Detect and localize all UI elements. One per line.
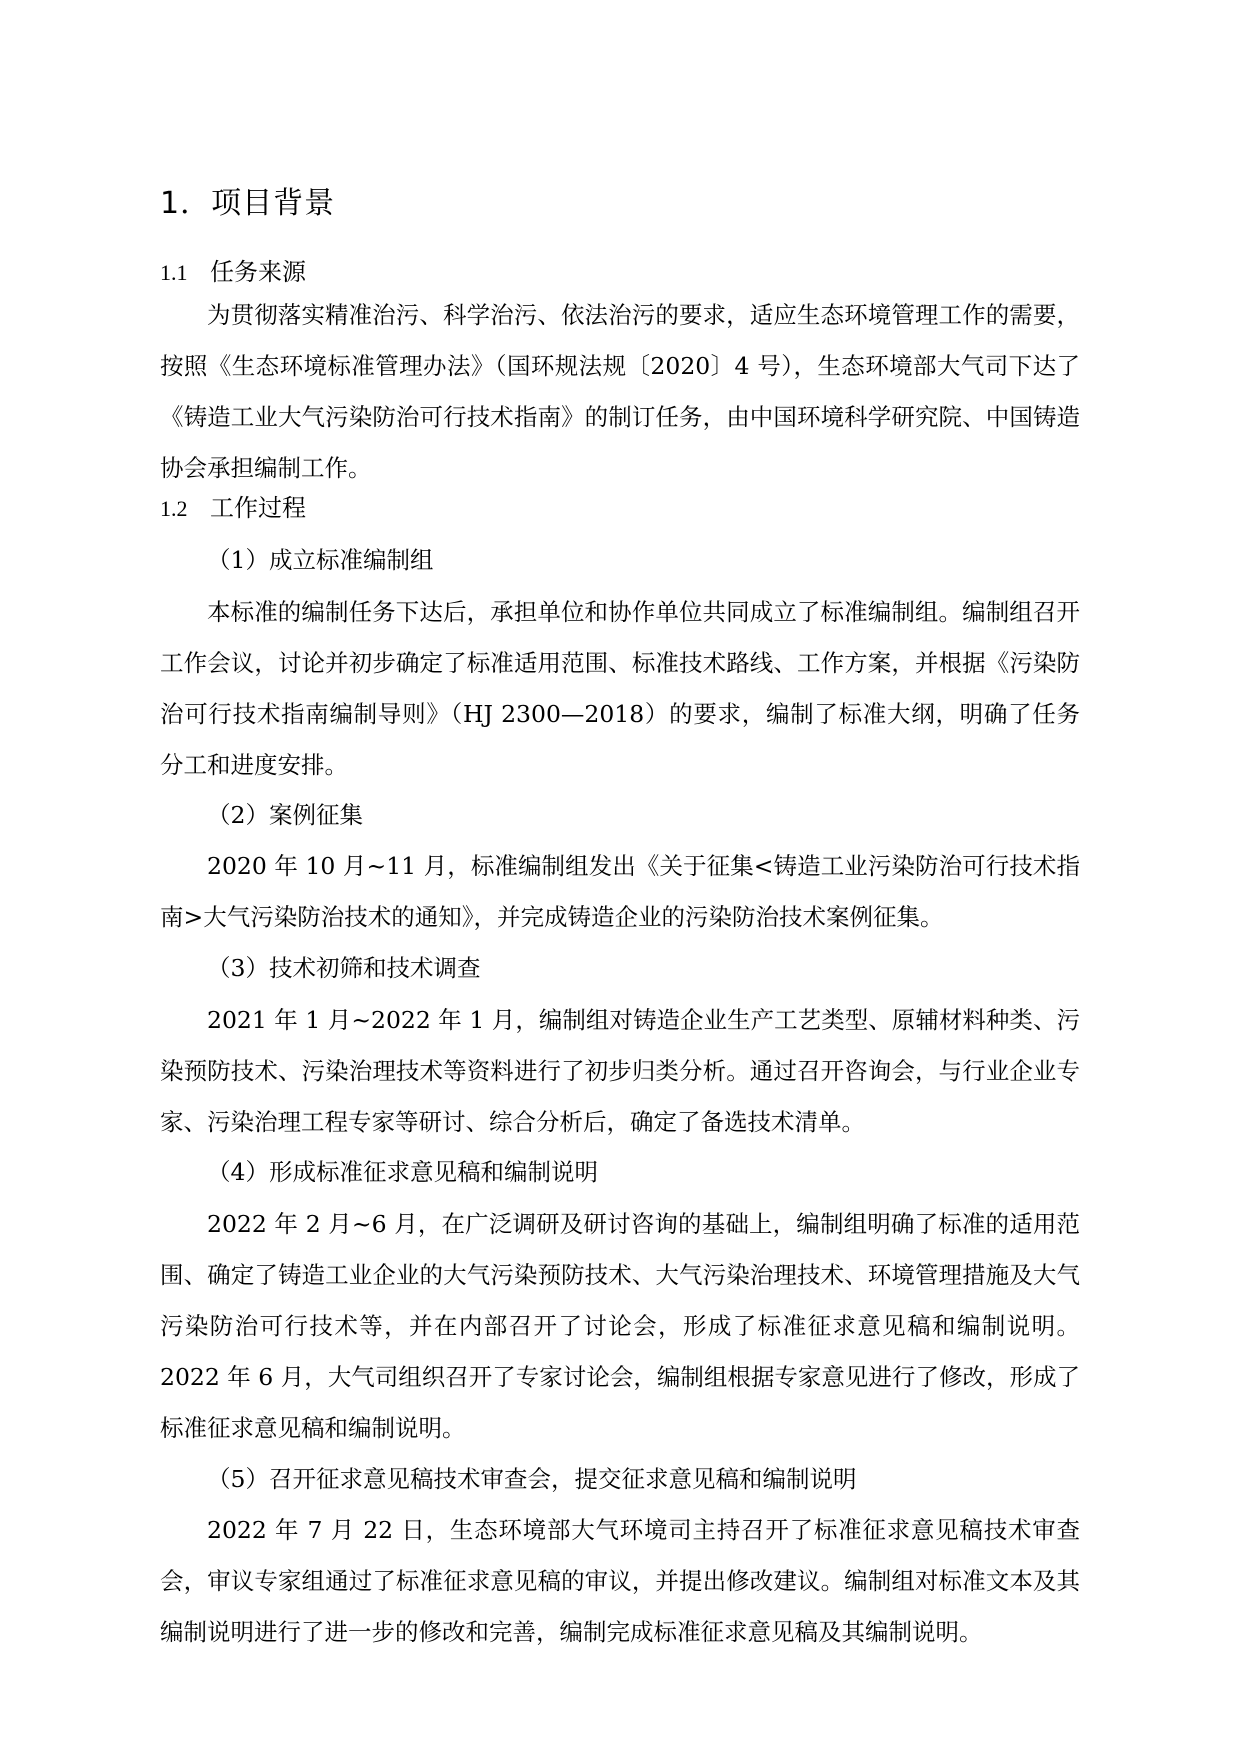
item-paragraph: 本标准的编制任务下达后，承担单位和协作单位共同成立了标准编制组。编制组召开工作会议，讨论并初步确定了标准适用范围、标准技术路线、工作方案，并根据《污染防治可行技术指南编制导则》（HJ 2300—2018）的要求，编制了标准大纲，明确了任务分工和进度安排。 [160, 598, 1080, 779]
subsection-heading-1-2 [160, 488, 306, 523]
section-heading: 1．项目背景 [160, 186, 336, 221]
subsection-number: 1.2 [160, 496, 188, 521]
subsection-number: 1.1 [160, 260, 188, 285]
paragraph-task-source: 为贯彻落实精准治污、科学治污、依法治污的要求，适应生态环境管理工作的需要，按照《生态环境标准管理办法》（国环规法规〔2020〕4 号），生态环境部大气司下达了《铸造工业大气污染防治可行技术指南》的制订任务，由中国环境科学研究院、中国铸造协会承担编制工作。 [160, 301, 1080, 482]
item-label: （5）召开征求意见稿技术审查会，提交征求意见稿和编制说明 [207, 1465, 857, 1493]
item-label: （4）形成标准征求意见稿和编制说明 [207, 1158, 598, 1186]
subsection-heading-1-1 [160, 252, 306, 287]
item-paragraph: 2022 年 2 月~6 月，在广泛调研及研讨咨询的基础上，编制组明确了标准的适用范围、确定了铸造工业企业的大气污染预防技术、大气污染治理技术、环境管理措施及大气污染防治可行技术等，并在内部召开了讨论会，形成了标准征求意见稿和编制说明。2022 年 6 月，大气司组织召开了专家讨论会，编制组根据专家意见进行了修改，形成了标准征求意见稿和编制说明。 [160, 1210, 1080, 1442]
item-label: （1）成立标准编制组 [207, 546, 434, 574]
subsection-title: 任务来源 [210, 258, 306, 286]
item-label: （3）技术初筛和技术调查 [207, 954, 481, 982]
subsection-title: 工作过程 [210, 494, 306, 522]
item-paragraph: 2022 年 7 月 22 日，生态环境部大气环境司主持召开了标准征求意见稿技术审查会，审议专家组通过了标准征求意见稿的审议，并提出修改建议。编制组对标准文本及其编制说明进行了进一步的修改和完善，编制完成标准征求意见稿及其编制说明。 [160, 1516, 1080, 1646]
item-paragraph: 2021 年 1 月~2022 年 1 月，编制组对铸造企业生产工艺类型、原辅材料种类、污染预防技术、污染治理技术等资料进行了初步归类分析。通过召开咨询会，与行业企业专家、污染治理工程专家等研讨、综合分析后，确定了备选技术清单。 [160, 1006, 1080, 1136]
item-paragraph: 2020 年 10 月~11 月，标准编制组发出《关于征集<铸造工业污染防治可行技术指南>大气污染防治技术的通知》，并完成铸造企业的污染防治技术案例征集。 [160, 852, 1080, 931]
item-label: （2）案例征集 [207, 801, 363, 829]
